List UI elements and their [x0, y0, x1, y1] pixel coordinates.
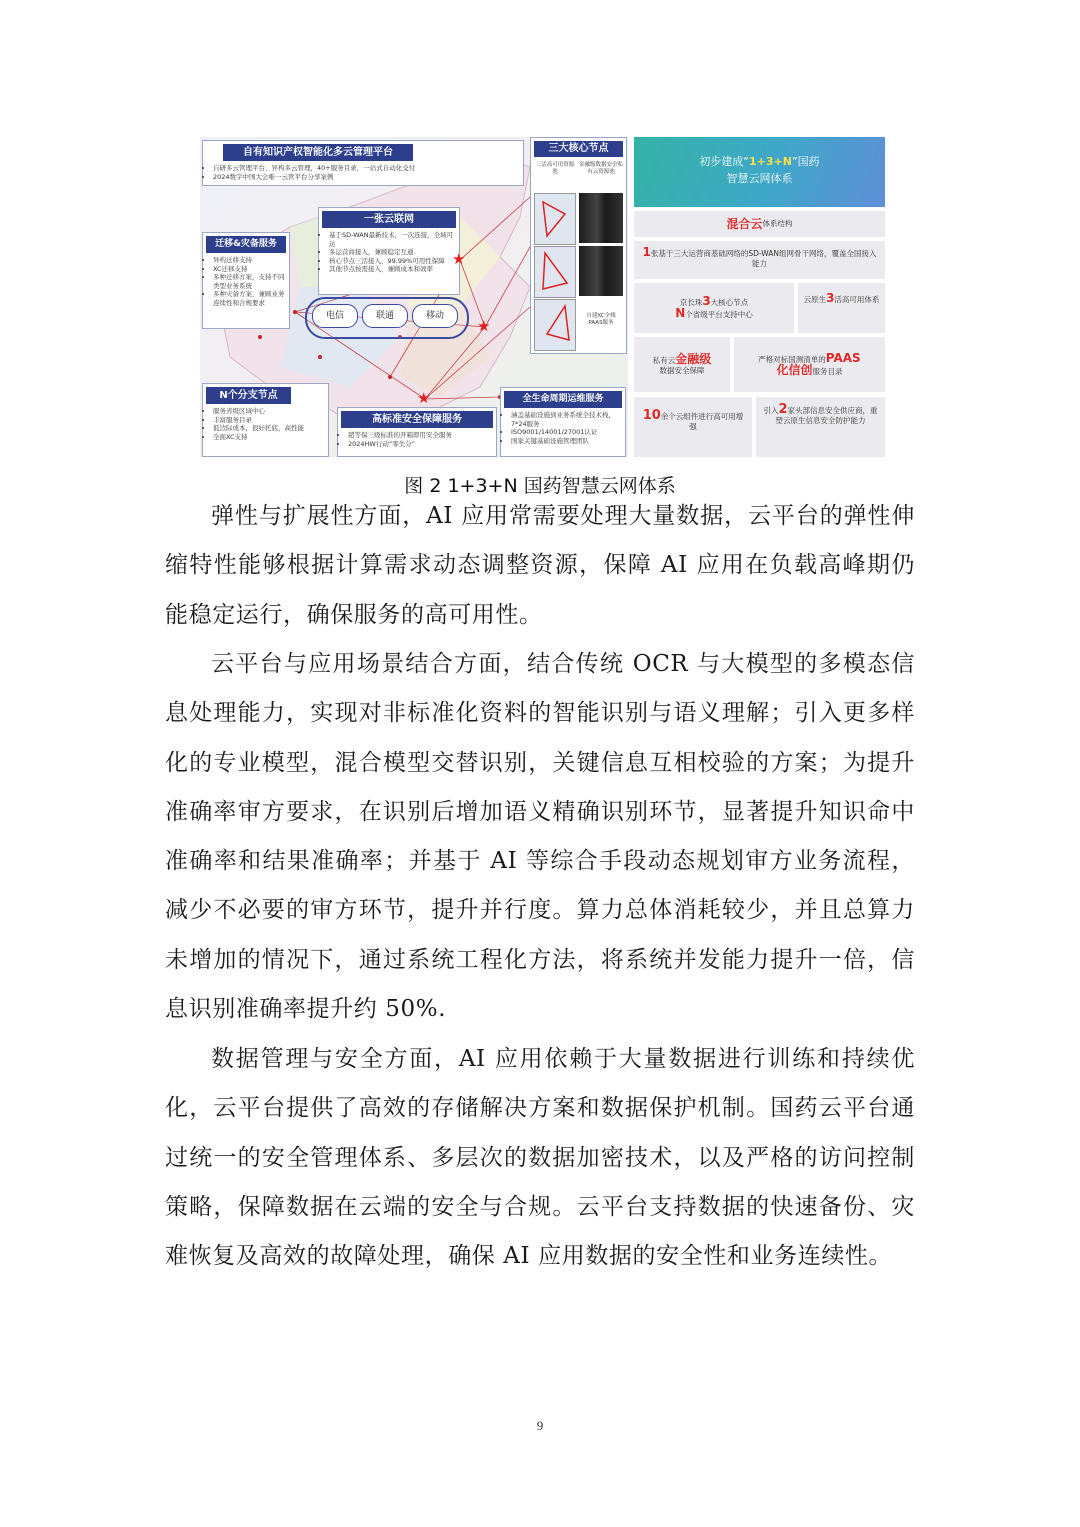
cloudnet-item: • 其他节点按需接入，兼顾成本和效率: [329, 265, 455, 274]
node-map-thumbnail: [534, 299, 576, 351]
paas-post: 服务目录: [812, 366, 843, 376]
core-nodes-mid: 大核心节点: [710, 298, 749, 307]
page-number: 9: [536, 1418, 544, 1433]
banner-line-1: [634, 155, 885, 169]
paas-highlight: PAAS: [825, 350, 861, 365]
server-rack-image: [579, 246, 623, 296]
migration-title: 迁移&灾备服务: [206, 236, 286, 253]
core-nodes-title: 三大核心节点: [534, 141, 623, 157]
carrier-mobile: 移动: [412, 304, 458, 328]
private-cloud-line-1: [652, 351, 712, 366]
security-item: • 超等保三级标准的开箱即用安全服务: [348, 431, 492, 440]
cloud-network-title: 一张云联网: [322, 211, 456, 228]
core-nodes-line-1: [680, 296, 748, 308]
sdwan-count: 1: [642, 245, 651, 259]
migration-item: • 多种迁移方案，支持不同类型业务系统: [213, 273, 285, 290]
security-title: 高标准安全保障服务: [341, 411, 493, 428]
cloud-native-pre: 云原生: [803, 295, 827, 304]
core-nodes-cell: [634, 283, 794, 333]
core-node-star-icon: ★: [477, 317, 491, 335]
core-node-star-icon: ★: [417, 389, 431, 407]
banner-post: ”国药: [791, 155, 820, 168]
hybrid-cloud-cell: [634, 211, 885, 237]
core-nodes-post: 个省级平台支持中心: [685, 310, 753, 319]
system-banner: [634, 137, 885, 207]
security-box: [337, 407, 497, 457]
private-cloud-post: 数据安全保障: [659, 365, 705, 375]
paragraph-elasticity: 弹性与扩展性方面，AI 应用常需要处理大量数据，云平台的弹性伸缩特性能够根据计算需求动态调整资源，保障 AI 应用在负载高峰期仍能稳定运行，确保服务的高可用性。: [165, 503, 915, 628]
migration-item: • XC迁移支持: [213, 265, 285, 274]
hybrid-cloud-rest: 体系结构: [762, 219, 793, 228]
carrier-unicom: 联通: [362, 304, 408, 328]
paas-cell: [734, 337, 885, 392]
lifecycle-box: [500, 387, 626, 457]
lifecycle-item: • 涵盖基础设施到业务系统全技术栈，7*24服务: [511, 411, 621, 428]
cloudnet-item: • 核心节点三活接入，99.99%可用性保障: [329, 257, 455, 266]
system-summary-panel: [634, 137, 885, 457]
mgmt-item: • 自研多云管理平台，异构多云管理，40+服务目录，一站式自动化交付: [213, 164, 519, 173]
components-cell: [634, 397, 752, 457]
sdwan-cell: [634, 241, 885, 279]
vendors-text: 家头部信息安全供应商，重塑云原生信息安全防护能力: [775, 406, 878, 425]
figure-caption: 图 2 1+3+N 国药智慧云网体系: [404, 475, 676, 497]
mgmt-platform-box: [202, 140, 524, 186]
private-cloud-pre: 私有云: [652, 355, 676, 365]
components-count: 10: [642, 408, 661, 423]
vendors-count: 2: [778, 402, 788, 417]
core-nodes-count: 3: [702, 294, 711, 308]
mgmt-item: • 2024数字中国大会唯一云管平台分享案例: [213, 173, 519, 182]
core-nodes-pre: 京长珠: [679, 298, 703, 307]
banner-line-2: 智慧云网体系: [726, 172, 793, 185]
sdwan-text: 张基于三大运营商基础网络的SD-WAN组网骨干网络，覆盖全国接入能力: [650, 249, 877, 268]
migration-box: [202, 232, 290, 329]
mgmt-platform-title: 自有知识产权智能化多云管理平台: [223, 144, 413, 161]
lifecycle-item: • ISO9001/14001/27001认证: [511, 428, 621, 437]
paas-highlight-2: 化信创: [776, 362, 813, 377]
paragraph-scenario: 云平台与应用场景结合方面，结合传统 OCR 与大模型的多模态信息处理能力，实现对非标准化资料的智能识别与语义理解；引入更多样化的专业模型，混合模型交替识别，关键信息互相校验的方案；为提升准确率审方要求，在识别后增加语义精确识别环节，显著提升知识命中准确率和结果准确率；并基于 AI 等综合手段动态规划审方业务流程，减少不必要的审方环节，提升并行度。算力总体消耗较少，并且总算力未增加的情况下，通过系统工程化方法，将系统并发能力提升一倍，信息识别准确率提升约 50%.: [165, 651, 915, 1023]
core-cell-label: 自建XC全栈PAAS服务: [586, 313, 616, 326]
migration-item: • 多种灾备方案，兼顾业务连续性和合规要求: [213, 290, 285, 307]
branch-item: • 低边际成本，很好托底，高性能: [213, 424, 324, 433]
cloud-native-post: 活高可用体系: [834, 295, 880, 304]
branch-nodes-title: N个分支节点: [206, 387, 291, 404]
figure: [200, 137, 885, 457]
paragraph-data-security: 数据管理与安全方面，AI 应用依赖于大量数据进行训练和持续优化，云平台提供了高效的存储解决方案和数据保护机制。国药云平台通过统一的安全管理体系、多层次的数据加密技术，以及严格的访问控制策略，保障数据在云端的安全与合规。云平台支持数据的快速备份、灾难恢复及高效的故障处理，确保 AI 应用数据的安全性和业务连续性。: [165, 1046, 915, 1270]
paas-pre: 严格对标国测清单的: [758, 354, 826, 364]
server-rack-image: [579, 193, 623, 243]
components-text: 余个云组件进行高可用增强: [660, 412, 744, 431]
core-node-star-icon: ★: [452, 250, 466, 268]
banner-pre: 初步建成“: [699, 155, 750, 168]
branch-item: • 服务省级区域中心: [213, 407, 324, 416]
paas-line-2: [776, 362, 843, 377]
hybrid-cloud-highlight: 混合云: [726, 217, 763, 231]
core-nodes-line-2: [675, 308, 753, 320]
private-cloud-cell: [634, 337, 730, 392]
cloud-native-cell: [798, 283, 885, 333]
branch-nodes-box: [202, 383, 329, 457]
cloudnet-item: • 多运营商接入，兼顾稳定互通: [329, 248, 455, 257]
vendors-pre: 引入: [763, 406, 779, 415]
carrier-telecom: 电信: [312, 304, 358, 328]
cloud-native-count: 3: [826, 291, 835, 305]
node-map-thumbnail: [534, 193, 576, 245]
banner-highlight: 1+3+N: [749, 155, 792, 168]
node-map-thumbnail: [534, 246, 576, 298]
cloud-network-box: [318, 207, 460, 295]
province-count: N: [675, 306, 686, 320]
lifecycle-title: 全生命周期运维服务: [504, 391, 622, 408]
network-map-panel: [200, 137, 628, 457]
core-nodes-panel: [530, 137, 627, 354]
branch-item: • 全面XC支持: [213, 433, 324, 442]
migration-item: • 异构迁移支持: [213, 256, 285, 265]
private-cloud-highlight: 金融级: [675, 351, 712, 366]
security-item: • 2024HW行动“零失分”: [348, 440, 492, 449]
core-cell-label: 三活高可用资源池: [535, 162, 575, 175]
security-vendors-cell: [756, 397, 885, 457]
branch-item: • 丰富服务目录: [213, 416, 324, 425]
core-cell-label: 金融级数据安全私有云资源池: [579, 162, 624, 175]
lifecycle-item: • 国家关键基础设施管理团队: [511, 437, 621, 446]
cloudnet-item: • 基于SD-WAN最新技术，一次连接，全域可达: [329, 231, 455, 248]
